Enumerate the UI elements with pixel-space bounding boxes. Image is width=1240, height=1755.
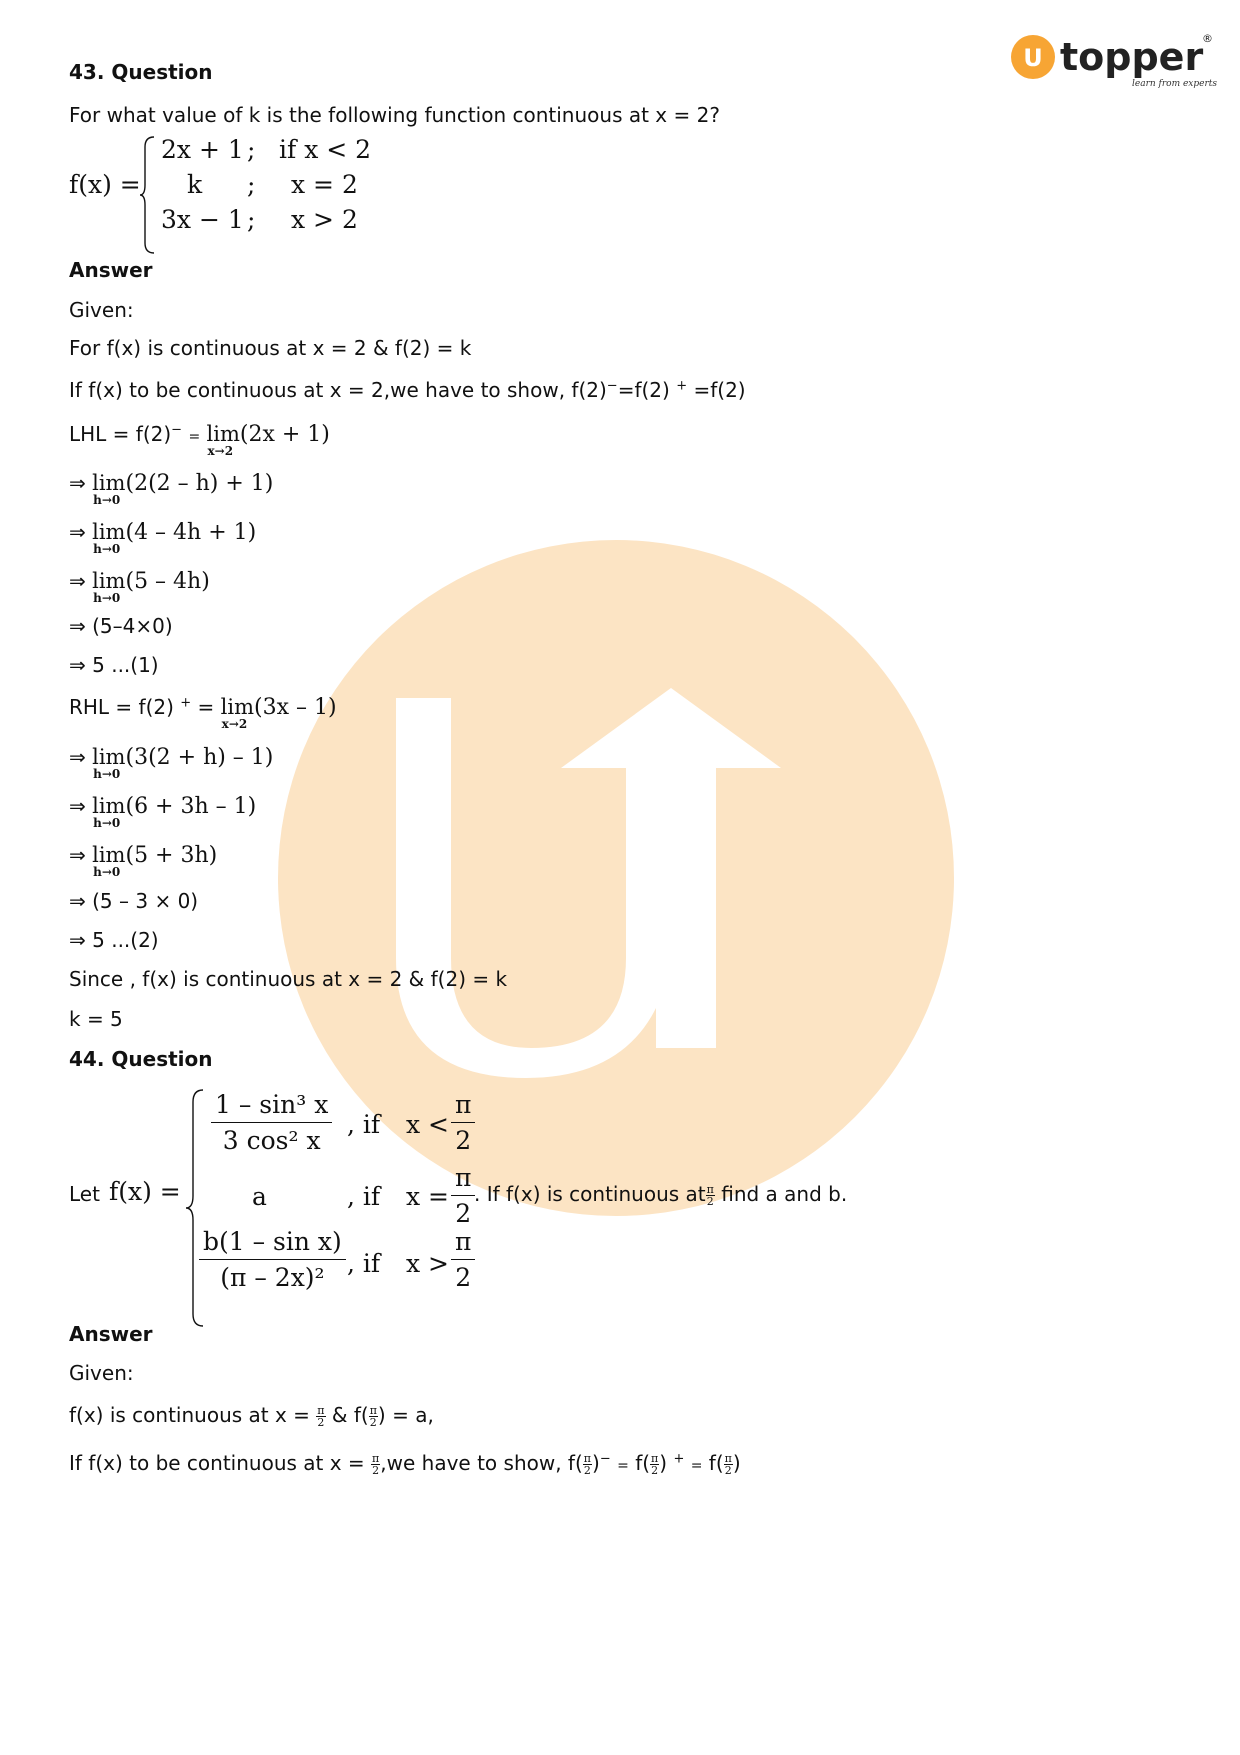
pi-over-2 [583, 1453, 592, 1476]
lhl-line [69, 422, 330, 458]
q43-case2-expr: k [187, 170, 203, 199]
rhl-step4-expr: (5 – 3 × 0) [92, 889, 199, 913]
left-brace [139, 135, 157, 255]
q44-given: Given: [69, 1361, 134, 1385]
q44-given-line2 [69, 1451, 741, 1476]
implies-arrow: ⇒ [69, 471, 86, 495]
limit-expression [92, 520, 126, 556]
implies-arrow: ⇒ [69, 928, 86, 952]
equals: = [617, 1458, 629, 1474]
g2-e: ) [659, 1451, 668, 1475]
rhl-step2 [69, 794, 257, 830]
limit-expression [92, 471, 126, 507]
case2-pi-over-2 [451, 1163, 475, 1228]
two: 2 [706, 1195, 714, 1208]
topper-logo [1010, 30, 1218, 100]
two: 2 [455, 1199, 472, 1228]
lim-sub: h→0 [93, 542, 121, 556]
lim-sub: h→0 [93, 493, 121, 507]
case1-cond: x < [406, 1110, 449, 1139]
g2-b: ,we have to show, f( [380, 1451, 583, 1475]
pi: π [724, 1452, 732, 1465]
q44-prompt-b: find a and b. [721, 1182, 848, 1206]
lhl-step3-expr: (5 – 4h) [125, 569, 210, 594]
lhl-step4 [69, 614, 173, 638]
plus-sup: + [676, 378, 688, 394]
limit-expression [92, 794, 126, 830]
lim: lim [92, 794, 126, 818]
q43-case3-cond: x > 2 [291, 205, 358, 234]
g2-g: ) [732, 1451, 741, 1475]
implies-arrow: ⇒ [69, 520, 86, 544]
rhl-expr: (3x – 1) [254, 695, 337, 720]
implies-arrow: ⇒ [69, 843, 86, 867]
minus-sup: − [171, 422, 183, 438]
lhl-step1 [69, 471, 274, 507]
equals: = [197, 695, 215, 719]
pi-over-2 [369, 1405, 378, 1428]
plus-sup: + [673, 1451, 685, 1467]
q44-fx: f(x) = [109, 1177, 181, 1206]
g1-c: ) = a, [377, 1403, 434, 1427]
g2-d: f( [635, 1451, 651, 1475]
rhl-step3-expr: (5 + 3h) [125, 843, 218, 868]
lhl-step5 [69, 653, 159, 677]
case1-numerator: 1 – sin³ x [211, 1090, 332, 1123]
left-brace [185, 1088, 205, 1328]
limit-expression [92, 745, 126, 781]
q43-case2-cond: x = 2 [291, 170, 358, 199]
q43-case2-sep: ; [247, 170, 256, 199]
two: 2 [317, 1416, 325, 1429]
implies-arrow: ⇒ [69, 794, 86, 818]
brand-tagline: learn from experts [1132, 79, 1218, 89]
two: 2 [651, 1464, 659, 1477]
q43-line2-b: =f(2) [617, 378, 670, 402]
pi: π [451, 1227, 475, 1260]
q44-case3-fraction [199, 1227, 346, 1292]
g2-c: ) [592, 1451, 600, 1475]
pi: π [451, 1163, 475, 1196]
two: 2 [369, 1416, 377, 1429]
rhl-label: RHL = f(2) [69, 695, 174, 719]
pi-over-2 [316, 1405, 325, 1428]
lim: lim [92, 745, 126, 769]
q43-fx: f(x) = [69, 170, 141, 199]
pi: π [451, 1090, 475, 1123]
pi-over-2 [371, 1453, 380, 1476]
q44-prompt-tail [474, 1182, 847, 1207]
implies-arrow: ⇒ [69, 889, 86, 913]
lim-sub: h→0 [93, 865, 121, 879]
q43-case1-cond: if x < 2 [279, 135, 372, 164]
case3-if: , if [347, 1249, 381, 1278]
rhl-step5-expr: 5 ...(2) [92, 928, 159, 952]
equals: = [690, 1458, 703, 1474]
pi-over-2 [650, 1453, 659, 1476]
two: 2 [372, 1464, 380, 1477]
limit-expression [206, 422, 240, 458]
pi: π [583, 1452, 592, 1465]
g2-a: If f(x) to be continuous at x = [69, 1451, 365, 1475]
rhl-step1 [69, 745, 274, 781]
brand-name: topper [1060, 35, 1204, 79]
lhl-step1-expr: (2(2 – h) + 1) [125, 471, 274, 496]
lim-sub: h→0 [93, 816, 121, 830]
lim: lim [206, 422, 240, 446]
pi: π [317, 1404, 325, 1417]
q43-line1: For f(x) is continuous at x = 2 & f(2) = k [69, 336, 472, 360]
pi: π [706, 1183, 714, 1196]
q44-answer-label: Answer [69, 1322, 153, 1346]
case3-pi-over-2 [451, 1227, 475, 1292]
lim-sub: x→2 [221, 717, 248, 731]
q43-heading: 43. Question [69, 60, 213, 84]
rhl-step3 [69, 843, 218, 879]
lhl-step2-expr: (4 – 4h + 1) [125, 520, 257, 545]
pi-over-2 [706, 1184, 715, 1207]
two: 2 [455, 1126, 472, 1155]
lim: lim [92, 471, 126, 495]
two: 2 [583, 1464, 591, 1477]
lim: lim [92, 520, 126, 544]
limit-expression [92, 843, 126, 879]
pi: π [651, 1452, 659, 1465]
pi-over-2 [724, 1453, 733, 1476]
plus-sup: + [180, 695, 192, 711]
pi: π [369, 1404, 377, 1417]
case1-pi-over-2 [451, 1090, 475, 1155]
q43-answer-label: Answer [69, 258, 153, 282]
lim-sub: x→2 [207, 444, 234, 458]
implies-arrow: ⇒ [69, 614, 86, 638]
lhl-step3 [69, 569, 210, 605]
q43-line2-a: If f(x) to be continuous at x = 2,we have to show, f(2) [69, 378, 607, 402]
q43-case1-expr: 2x + 1 [161, 135, 244, 164]
case1-if: , if [347, 1110, 381, 1139]
rhl-step1-expr: (3(2 + h) – 1) [125, 745, 274, 770]
rhl-step2-expr: (6 + 3h – 1) [125, 794, 257, 819]
case2-expr: a [252, 1182, 267, 1211]
registered-mark: ® [1202, 32, 1213, 45]
q43-prompt: For what value of k is the following function continuous at x = 2? [69, 103, 720, 127]
case2-cond: x = [406, 1182, 449, 1211]
rhl-step5 [69, 928, 159, 952]
q43-line2-c: =f(2) [693, 378, 746, 402]
limit-expression [220, 695, 255, 731]
q44-let: Let [69, 1182, 100, 1206]
q44-given-line1 [69, 1403, 434, 1428]
lhl-expr: (2x + 1) [239, 422, 330, 447]
minus-sup: − [599, 1451, 611, 1467]
g1-b: & f( [331, 1403, 369, 1427]
q43-result: k = 5 [69, 1007, 123, 1031]
two: 2 [724, 1464, 732, 1477]
lhl-step5-expr: 5 ...(1) [92, 653, 159, 677]
lhl-label: LHL = f(2) [69, 422, 172, 446]
implies-arrow: ⇒ [69, 569, 86, 593]
lim-sub: h→0 [93, 767, 121, 781]
q43-case1-sep: ; [247, 135, 256, 164]
implies-arrow: ⇒ [69, 745, 86, 769]
case3-numerator: b(1 – sin x) [199, 1227, 346, 1260]
lhl-step2 [69, 520, 257, 556]
case3-denominator: (π – 2x)² [220, 1263, 325, 1292]
q43-since: Since , f(x) is continuous at x = 2 & f(2) = k [69, 967, 508, 991]
q43-case3-expr: 3x − 1 [161, 205, 244, 234]
g1-a: f(x) is continuous at x = [69, 1403, 310, 1427]
q44-prompt-a: . If f(x) is continuous at [474, 1182, 706, 1206]
case3-cond: x > [406, 1249, 449, 1278]
svg-text:U: U [1023, 44, 1043, 72]
rhl-step4 [69, 889, 198, 913]
implies-arrow: ⇒ [69, 653, 86, 677]
lim: lim [92, 569, 126, 593]
pi: π [372, 1452, 380, 1465]
q44-case1-fraction [211, 1090, 332, 1155]
case2-if: , if [347, 1182, 381, 1211]
minus-sup: − [606, 378, 618, 394]
lim-sub: h→0 [93, 591, 121, 605]
q43-given: Given: [69, 298, 134, 322]
lim: lim [92, 843, 126, 867]
q43-line2 [69, 378, 746, 402]
q44-heading: 44. Question [69, 1047, 213, 1071]
equals: = [188, 429, 201, 445]
rhl-line [69, 695, 337, 731]
two: 2 [455, 1263, 472, 1292]
lim: lim [220, 695, 255, 719]
lhl-step4-expr: (5–4×0) [92, 614, 173, 638]
case1-denominator: 3 cos² x [222, 1126, 321, 1155]
limit-expression [92, 569, 126, 605]
q43-case3-sep: ; [247, 205, 256, 234]
g2-f: f( [708, 1451, 724, 1475]
